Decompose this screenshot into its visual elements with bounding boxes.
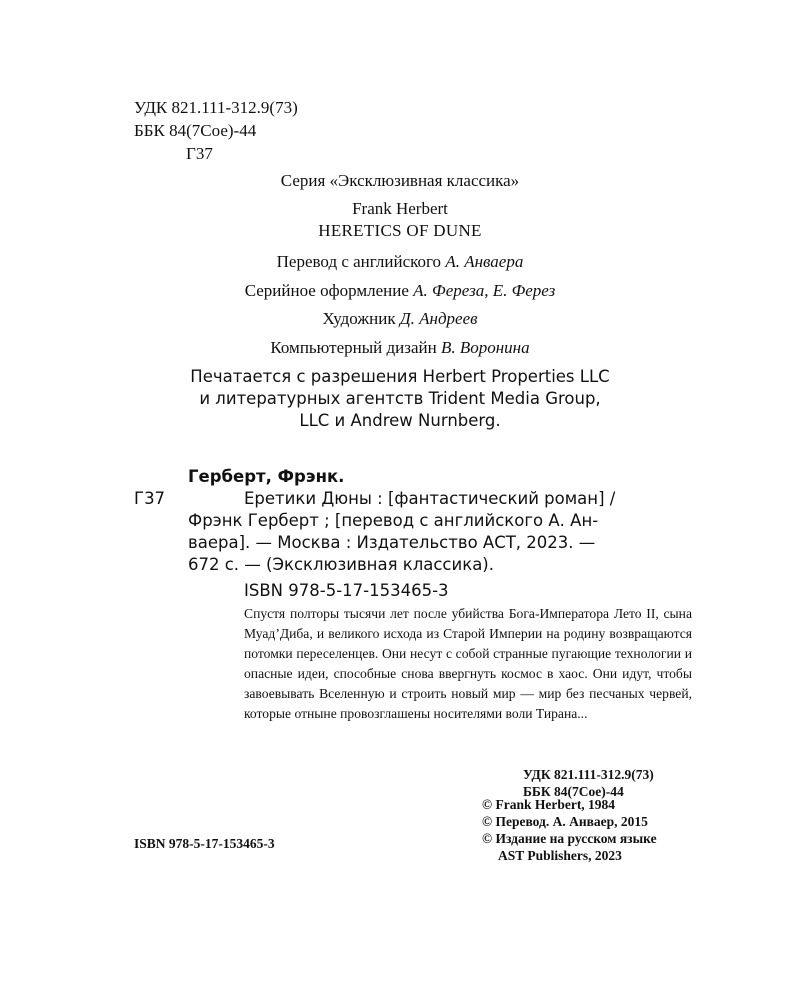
permission-line-3: LLC и Andrew Nurnberg.: [299, 411, 501, 430]
credit-translation: [0, 252, 800, 272]
copyright-line: © Frank Herbert, 1984: [482, 797, 616, 812]
catalog-annotation: Спустя полторы тысячи лет после убийства Бога-Императора Лето II, сына Муад’Диба, и великого исхода из Старой Империи на родину возвращаются потомки переселенцев. Они несут с собой странные пугающие технологии и опасные идеи, способные снова ввергнуть космос в хаос. Они идут, чтобы завоевывать Вселенную и строить новый мир — мир без песчаных червей, которые отныне провозглашены носителями воли Тирана...: [244, 606, 692, 721]
credit-computer-design: [0, 338, 800, 358]
copyright-line: © Издание на русском языке: [482, 831, 657, 846]
catalog-line: Еретики Дюны : [фантастический роман] /: [244, 489, 616, 508]
original-author: Frank Herbert: [352, 199, 448, 218]
catalog-author-heading: Герберт, Фрэнк.: [188, 467, 345, 486]
catalog-isbn: ISBN 978-5-17-153465-3: [244, 581, 449, 600]
permission-line-1: Печатается с разрешения Herbert Properties LLC: [190, 367, 610, 386]
credit-name: В. Воронина: [440, 338, 530, 357]
credit-label: Компьютерный дизайн: [270, 338, 437, 357]
isbn-bottom: ISBN 978-5-17-153465-3: [134, 836, 275, 851]
credit-label: Перевод с английского: [276, 252, 442, 271]
catalog-mark: Г37: [134, 489, 166, 508]
catalog-line: 672 с. — (Эксклюзивная классика).: [188, 555, 494, 574]
catalog-udk: УДК 821.111-312.9(73): [523, 767, 654, 782]
udk-code: УДК 821.111-312.9(73): [134, 98, 298, 117]
catalog-bbk: ББК 84(7Сое)-44: [523, 784, 624, 799]
credit-label: Серийное оформление: [244, 281, 409, 300]
credit-name: А. Анваера: [445, 252, 524, 271]
catalog-line: Фрэнк Герберт ; [перевод с английского А. Ан-: [188, 511, 599, 530]
bbk-code: ББК 84(7Сое)-44: [134, 121, 257, 140]
credit-artist: [0, 309, 800, 329]
original-title: HERETICS OF DUNE: [318, 221, 482, 240]
copyright-line: © Перевод. А. Анваер, 2015: [482, 814, 648, 829]
series-title: Серия «Эксклюзивная классика»: [280, 171, 520, 190]
permission-line-2: и литературных агентств Trident Media Group,: [199, 389, 601, 408]
credit-name: Д. Андреев: [399, 309, 478, 328]
credit-series-design: [0, 281, 800, 301]
credit-label: Художник: [322, 309, 396, 328]
author-mark: Г37: [186, 144, 213, 163]
copyright-line: AST Publishers, 2023: [498, 848, 622, 863]
catalog-line: ваера]. — Москва : Издательство АСТ, 2023. —: [188, 533, 596, 552]
credit-name: А. Фереза, Е. Ферез: [413, 281, 556, 300]
